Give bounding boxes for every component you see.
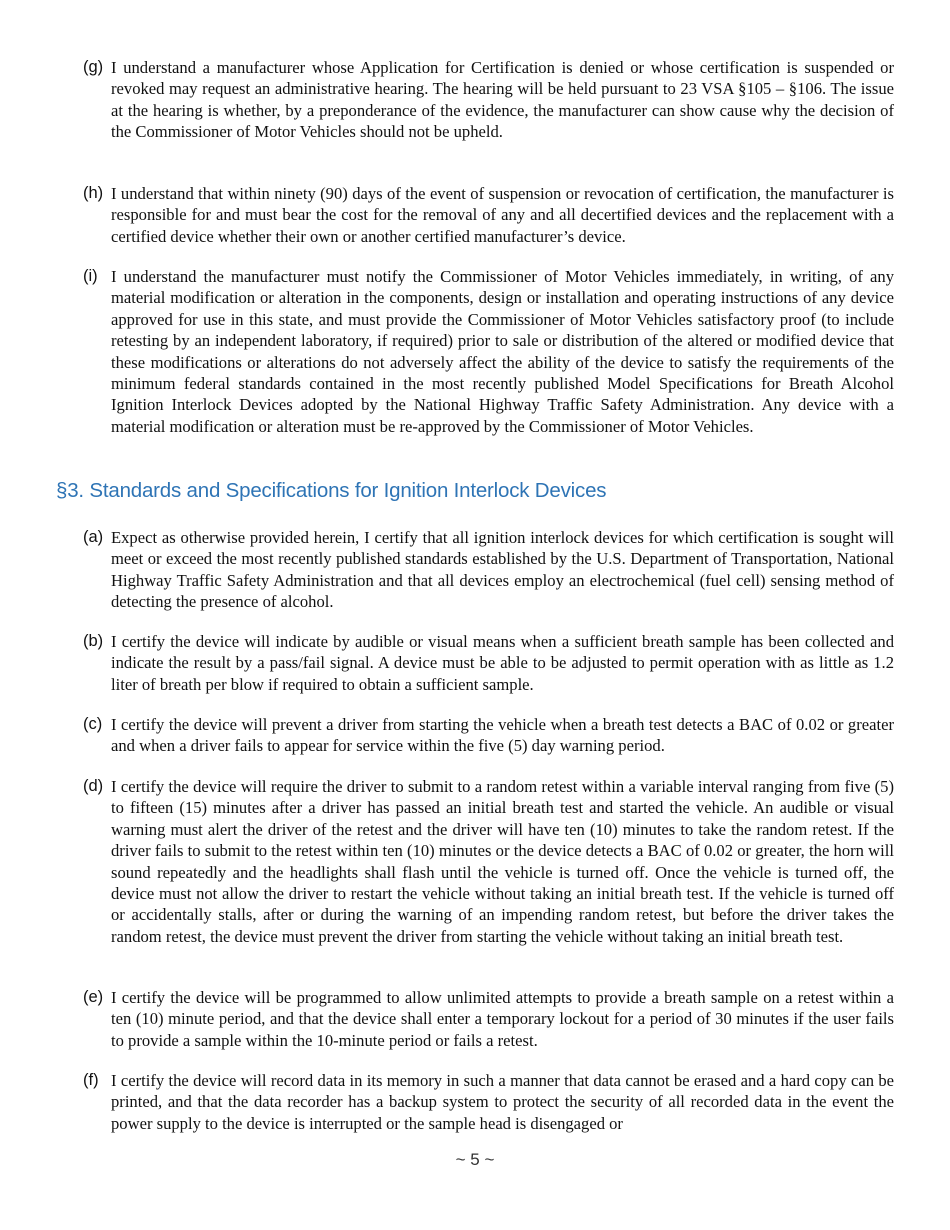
item-text: I certify the device will require the driver to submit to a random retest within a variable interval ranging from five (5) to fifteen (15) minutes after a driver has passed an initial breath test and started the vehicle. An audible or visual warning must alert the driver of the retest and the driver will have ten (10) minutes to take the random retest. If the driver fails to submit to the retest within ten (10) minutes or the device detects a BAC of 0.02 or greater, the horn will sound repeatedly and the headlights shall flash until the vehicle is turned off. Once the vehicle is turned off, the device must not allow the driver to restart the vehicle without taking an initial breath test. If the vehicle is turned off or accidentally stalls, after or during the warning of an impending random retest, but before the driver takes the random retest, the device must prevent the driver from starting the vehicle without taking an initial breath test. bbox=[111, 777, 894, 946]
item-text: I understand a manufacturer whose Application for Certification is denied or whose certification is suspended or revoked may request an administrative hearing. The hearing will be held pursuant to 23 VSA §105 – §106. The issue at the hearing is whether, by a preponderance of the evidence, the manufacturer can show cause why the decision of the Commissioner of Motor Vehicles should not be upheld. bbox=[111, 58, 894, 142]
item-marker: (e) bbox=[83, 988, 104, 1006]
list-item-h bbox=[83, 183, 894, 247]
item-marker: (c) bbox=[83, 715, 103, 733]
list-item-a bbox=[83, 527, 894, 613]
item-text: I understand the manufacturer must notify the Commissioner of Motor Vehicles immediately, in writing, of any material modification or alteration in the components, design or installation and operating instructions of any device approved for use in this state, and must provide the Commissioner of Motor Vehicles satisfactory proof (to include retesting by an independent laboratory, if required) prior to sale or distribution of the altered or modified device that these modifications or alterations do not adversely affect the ability of the device to satisfy the requirements of the minimum federal standards contained in the most recently published Model Specifications for Breath Alcohol Ignition Interlock Devices adopted by the National Highway Traffic Safety Administration. Any device with a material modification or alteration must be re-approved by the Commissioner of Motor Vehicles. bbox=[111, 267, 894, 436]
list-item-c bbox=[83, 714, 894, 757]
item-text: I understand that within ninety (90) days of the event of suspension or revocation of certification, the manufacturer is responsible for and must bear the cost for the removal of any and all decertified devices and the replacement with a certified device whether their own or another certified manufacturer’s device. bbox=[111, 184, 894, 246]
list-item-e bbox=[83, 987, 894, 1051]
list-item-d bbox=[83, 776, 894, 947]
item-marker: (f) bbox=[83, 1071, 99, 1089]
section-heading: §3. Standards and Specifications for Ignition Interlock Devices bbox=[56, 479, 607, 502]
item-marker: (a) bbox=[83, 528, 104, 546]
item-marker: (h) bbox=[83, 184, 104, 202]
item-text: I certify the device will be programmed to allow unlimited attempts to provide a breath sample on a retest within a ten (10) minute period, and that the device shall enter a temporary lockout for a period of 30 minutes if the user fails to provide a sample within the 10-minute period or fails a retest. bbox=[111, 988, 894, 1050]
item-text: I certify the device will prevent a driver from starting the vehicle when a breath test detects a BAC of 0.02 or greater and when a driver fails to appear for service within the five (5) day warning period. bbox=[111, 715, 894, 756]
page-number: ~ 5 ~ bbox=[455, 1150, 495, 1169]
list-item-i bbox=[83, 266, 894, 437]
list-item-f bbox=[83, 1070, 894, 1134]
item-text: I certify the device will record data in its memory in such a manner that data cannot be erased and a hard copy can be printed, and that the data recorder has a backup system to protect the security of all recorded data in the event the power supply to the device is interrupted or the sample head is disengaged or bbox=[111, 1071, 894, 1133]
item-marker: (i) bbox=[83, 267, 98, 285]
list-item-b bbox=[83, 631, 894, 695]
list-item-g bbox=[83, 57, 894, 143]
item-marker: (d) bbox=[83, 777, 104, 795]
item-text: Expect as otherwise provided herein, I certify that all ignition interlock devices for which certification is sought will meet or exceed the most recently published standards established by the U.S. Department of Transportation, National Highway Traffic Safety Administration and that all devices employ an electrochemical (fuel cell) sensing method of detecting the presence of alcohol. bbox=[111, 528, 894, 612]
item-text: I certify the device will indicate by audible or visual means when a sufficient breath sample has been collected and indicate the result by a pass/fail signal. A device must be able to be adjusted to permit operation with as little as 1.2 liter of breath per blow if required to obtain a sufficient sample. bbox=[111, 632, 894, 694]
item-marker: (b) bbox=[83, 632, 104, 650]
item-marker: (g) bbox=[83, 58, 104, 76]
